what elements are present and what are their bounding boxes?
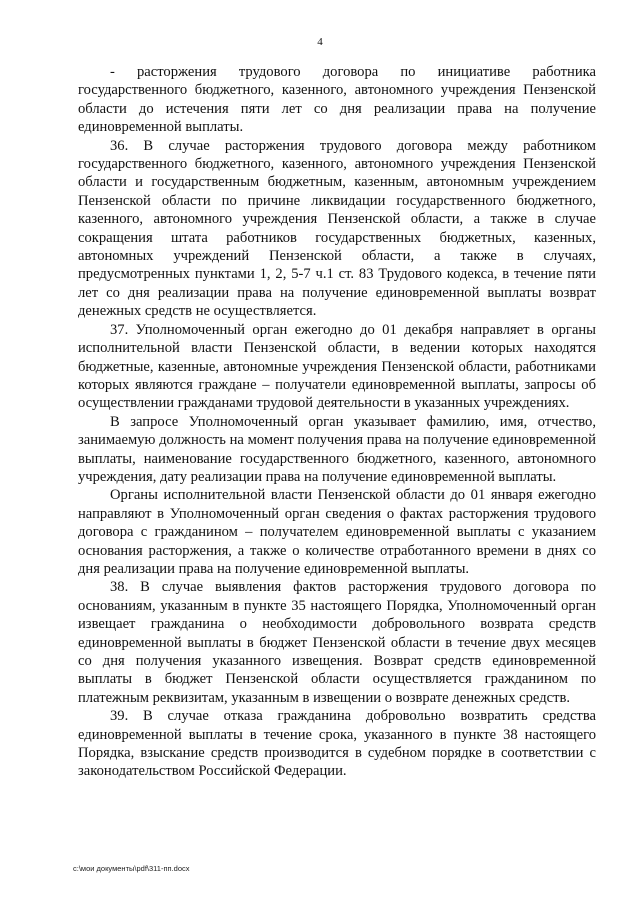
footer-file-path: c:\мои документы\pdf\311-пп.docx bbox=[73, 864, 190, 873]
paragraph-37-authorities: Органы исполнительной власти Пензенской области до 01 января ежегодно направляют в Уполномоченный орган сведения о фактах расторжения трудового договора с гражданином – получателем единовременной выплаты с указанием основания расторжения, а также о количестве отработанного времени в днях со дня реализации права на получение единовременной выплаты. bbox=[78, 487, 596, 577]
page-number: 4 bbox=[317, 36, 323, 48]
paragraph-37: 37. Уполномоченный орган ежегодно до 01 декабря направляет в органы исполнительной власти Пензенской области, в ведении которых находятся бюджетные, казенные, автономные учреждения Пензенской области, работниками которых являются граждане – получатели единовременной выплаты, запросы об осуществлении гражданами трудовой деятельности в указанных учреждениях. bbox=[78, 321, 596, 412]
paragraph-termination-clause: - расторжения трудового договора по инициативе работника государственного бюджетного, казенного, автономного учреждения Пензенской области до истечения пяти лет со дня реализации права на получение единовременной выплаты. bbox=[78, 64, 596, 136]
paragraph-37-request: В запросе Уполномоченный орган указывает фамилию, имя, отчество, занимаемую должность на момент получения права на получение единовременной выплаты, наименование государственного бюджетного, казенного, автономного учреждения, дату реализации права на получение единовременной выплаты. bbox=[78, 413, 596, 485]
paragraph-38: 38. В случае выявления фактов расторжения трудового договора по основаниям, указанным в пункте 35 настоящего Порядка, Уполномоченный орган извещает гражданина о необходимости добровольного возврата средств единовременной выплаты в бюджет Пензенской области в течение двух месяцев со дня получения указанного извещения. Возврат средств единовременной выплаты в бюджет Пензенской области осуществляется гражданином по платежным реквизитам, указанным в извещении о возврате денежных средств. bbox=[78, 579, 596, 706]
document-body bbox=[78, 63, 596, 781]
paragraph-36: 36. В случае расторжения трудового договора между работником государственного бюджетного, казенного, автономного учреждения Пензенской области и государственным бюджетным, казенным, автономным учреждением Пензенской области по причине ликвидации государственного бюджетного, казенного, автономного учреждения Пензенской области, а также в случае сокращения штата работников государственных бюджетных, казенных, автономных учреждений Пензенской области, а также в случаях, предусмотренных пунктами 1, 2, 5-7 ч.1 ст. 83 Трудового кодекса, в течение пяти лет со дня реализации права на получение единовременной выплаты возврат денежных средств не осуществляется. bbox=[78, 137, 596, 320]
paragraph-39: 39. В случае отказа гражданина добровольно возвратить средства единовременной выплаты в течение срока, указанного в пункте 38 настоящего Порядка, взыскание средств производится в судебном порядке в соответствии с законодательством Российской Федерации. bbox=[78, 708, 596, 780]
